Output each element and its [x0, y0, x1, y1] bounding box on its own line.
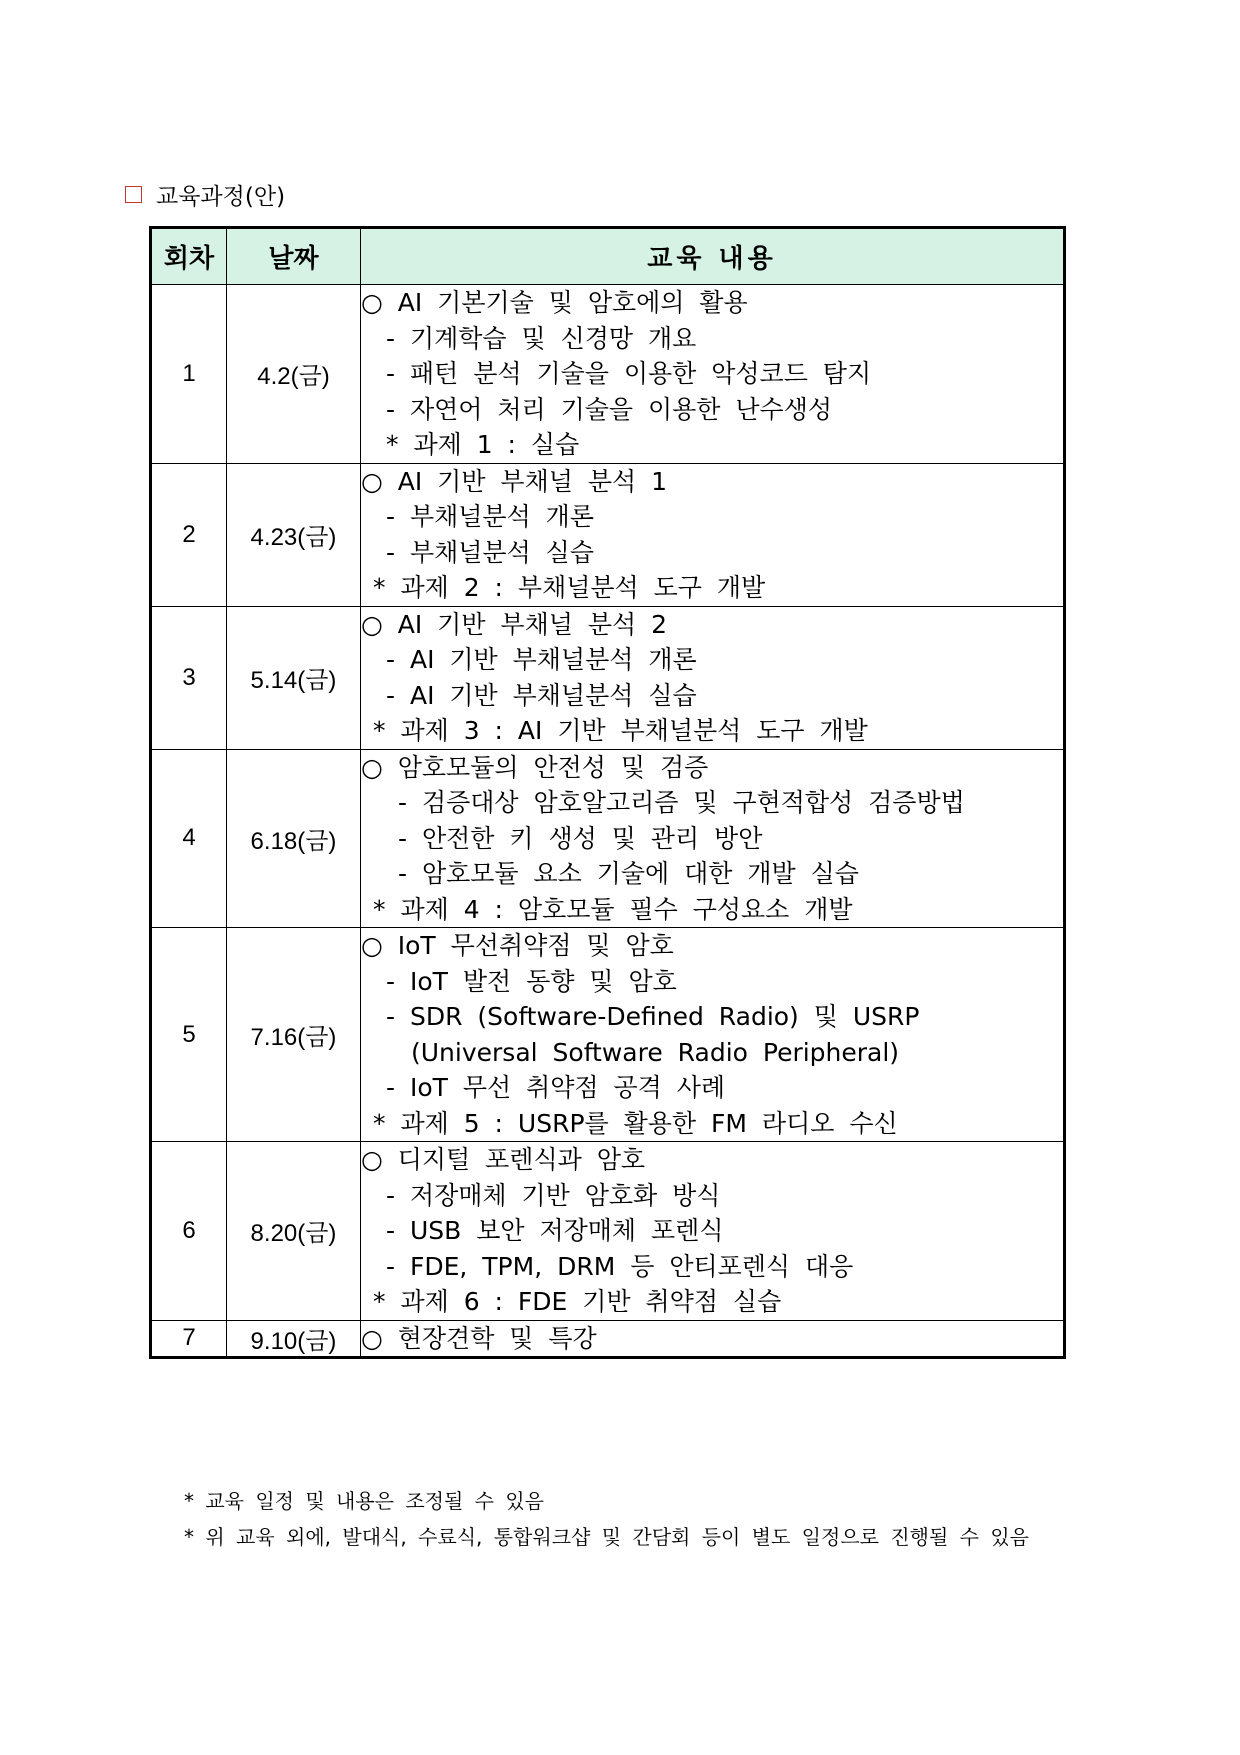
table-row [151, 928, 1065, 1142]
content-line-sub2: - 안전한 키 생성 및 관리 방안 [398, 823, 763, 853]
content-line-sub: - AI 기반 부채널분석 실습 [386, 680, 697, 710]
row-round: 6 [151, 1142, 227, 1321]
row-date: 6.18(금) [227, 749, 361, 928]
content-line-main: ○ IoT 무선취약점 및 암호 [361, 931, 674, 960]
content-line-main: ○ 디지털 포렌식과 암호 [361, 1145, 646, 1174]
section-heading [125, 178, 285, 210]
table-row [151, 606, 1065, 749]
content-line-sub: - FDE, TPM, DRM 등 안티포렌식 대응 [386, 1251, 854, 1281]
row-round: 2 [151, 463, 227, 606]
content-line-task2: * 과제 6 : FDE 기반 취약점 실습 [373, 1287, 782, 1316]
content-line-main: ○ 현장견학 및 특강 [361, 1323, 597, 1353]
content-line-main: ○ AI 기반 부채널 분석 1 [361, 466, 667, 496]
content-line-sub: - 자연어 처리 기술을 이용한 난수생성 [386, 394, 833, 424]
curriculum-table [149, 226, 1066, 1359]
row-content [361, 285, 1065, 464]
row-content [361, 463, 1065, 606]
row-round: 4 [151, 749, 227, 928]
content-line-sub: - 부채널분석 개론 [386, 502, 594, 531]
content-line-main: ○ 암호모듈의 안전성 및 검증 [361, 752, 709, 782]
content-line-sub: - USB 보안 저장매체 포렌식 [386, 1216, 724, 1245]
row-date: 8.20(금) [227, 1142, 361, 1321]
table-row [151, 1320, 1065, 1358]
header-date: 날짜 [227, 228, 361, 285]
row-date: 4.2(금) [227, 285, 361, 464]
row-date: 5.14(금) [227, 606, 361, 749]
checkbox-square-icon [125, 186, 142, 203]
content-line-task2: * 과제 3 : AI 기반 부채널분석 도구 개발 [373, 716, 868, 745]
row-date: 4.23(금) [227, 463, 361, 606]
row-round: 1 [151, 285, 227, 464]
section-title: 교육과정(안) [156, 183, 286, 210]
content-line-task2: * 과제 5 : USRP를 활용한 FM 라디오 수신 [373, 1108, 898, 1138]
content-line-sub: - IoT 무선 취약점 공격 사례 [386, 1073, 726, 1102]
content-line-sub2: - 검증대상 암호알고리즘 및 구현적합성 검증방법 [398, 788, 965, 817]
row-date: 9.10(금) [227, 1320, 361, 1358]
content-line-cont: (Universal Software Radio Peripheral) [411, 1037, 900, 1067]
content-line-main: ○ AI 기반 부채널 분석 2 [361, 609, 667, 639]
row-content [361, 1142, 1065, 1321]
content-line-sub: - SDR (Software-Defined Radio) 및 USRP [386, 1002, 920, 1031]
content-line-task2: * 과제 2 : 부채널분석 도구 개발 [373, 573, 766, 602]
table-header-row [151, 228, 1065, 285]
content-line-task2: * 과제 4 : 암호모듈 필수 구성요소 개발 [373, 894, 853, 924]
row-content [361, 749, 1065, 928]
footnote-extra-events: * 위 교육 외에, 발대식, 수료식, 통합워크샵 및 간담회 등이 별도 일정으로 진행될 수 있음 [184, 1525, 1029, 1549]
content-line-sub: - 기계학습 및 신경망 개요 [386, 323, 697, 353]
content-line-sub: - 부채널분석 실습 [386, 537, 594, 567]
row-round: 5 [151, 928, 227, 1142]
row-round: 7 [151, 1320, 227, 1358]
content-line-main: ○ AI 기본기술 및 암호에의 활용 [361, 288, 748, 317]
header-content: 교육 내용 [361, 228, 1065, 285]
table-row [151, 1142, 1065, 1321]
content-line-task: * 과제 1 : 실습 [386, 430, 580, 459]
footnotes [184, 1483, 1029, 1555]
table-row [151, 749, 1065, 928]
table-row [151, 285, 1065, 464]
content-line-sub: - IoT 발전 동향 및 암호 [386, 966, 677, 996]
header-round: 회차 [151, 228, 227, 285]
row-round: 3 [151, 606, 227, 749]
content-line-sub: - AI 기반 부채널분석 개론 [386, 645, 697, 674]
row-date: 7.16(금) [227, 928, 361, 1142]
footnote-schedule: * 교육 일정 및 내용은 조정될 수 있음 [184, 1489, 544, 1513]
content-line-sub2: - 암호모듈 요소 기술에 대한 개발 실습 [398, 859, 859, 888]
row-content [361, 928, 1065, 1142]
row-content [361, 1320, 1065, 1358]
row-content [361, 606, 1065, 749]
content-line-sub: - 저장매체 기반 암호화 방식 [386, 1180, 721, 1210]
content-line-sub: - 패턴 분석 기술을 이용한 악성코드 탐지 [386, 359, 872, 388]
table-row [151, 463, 1065, 606]
